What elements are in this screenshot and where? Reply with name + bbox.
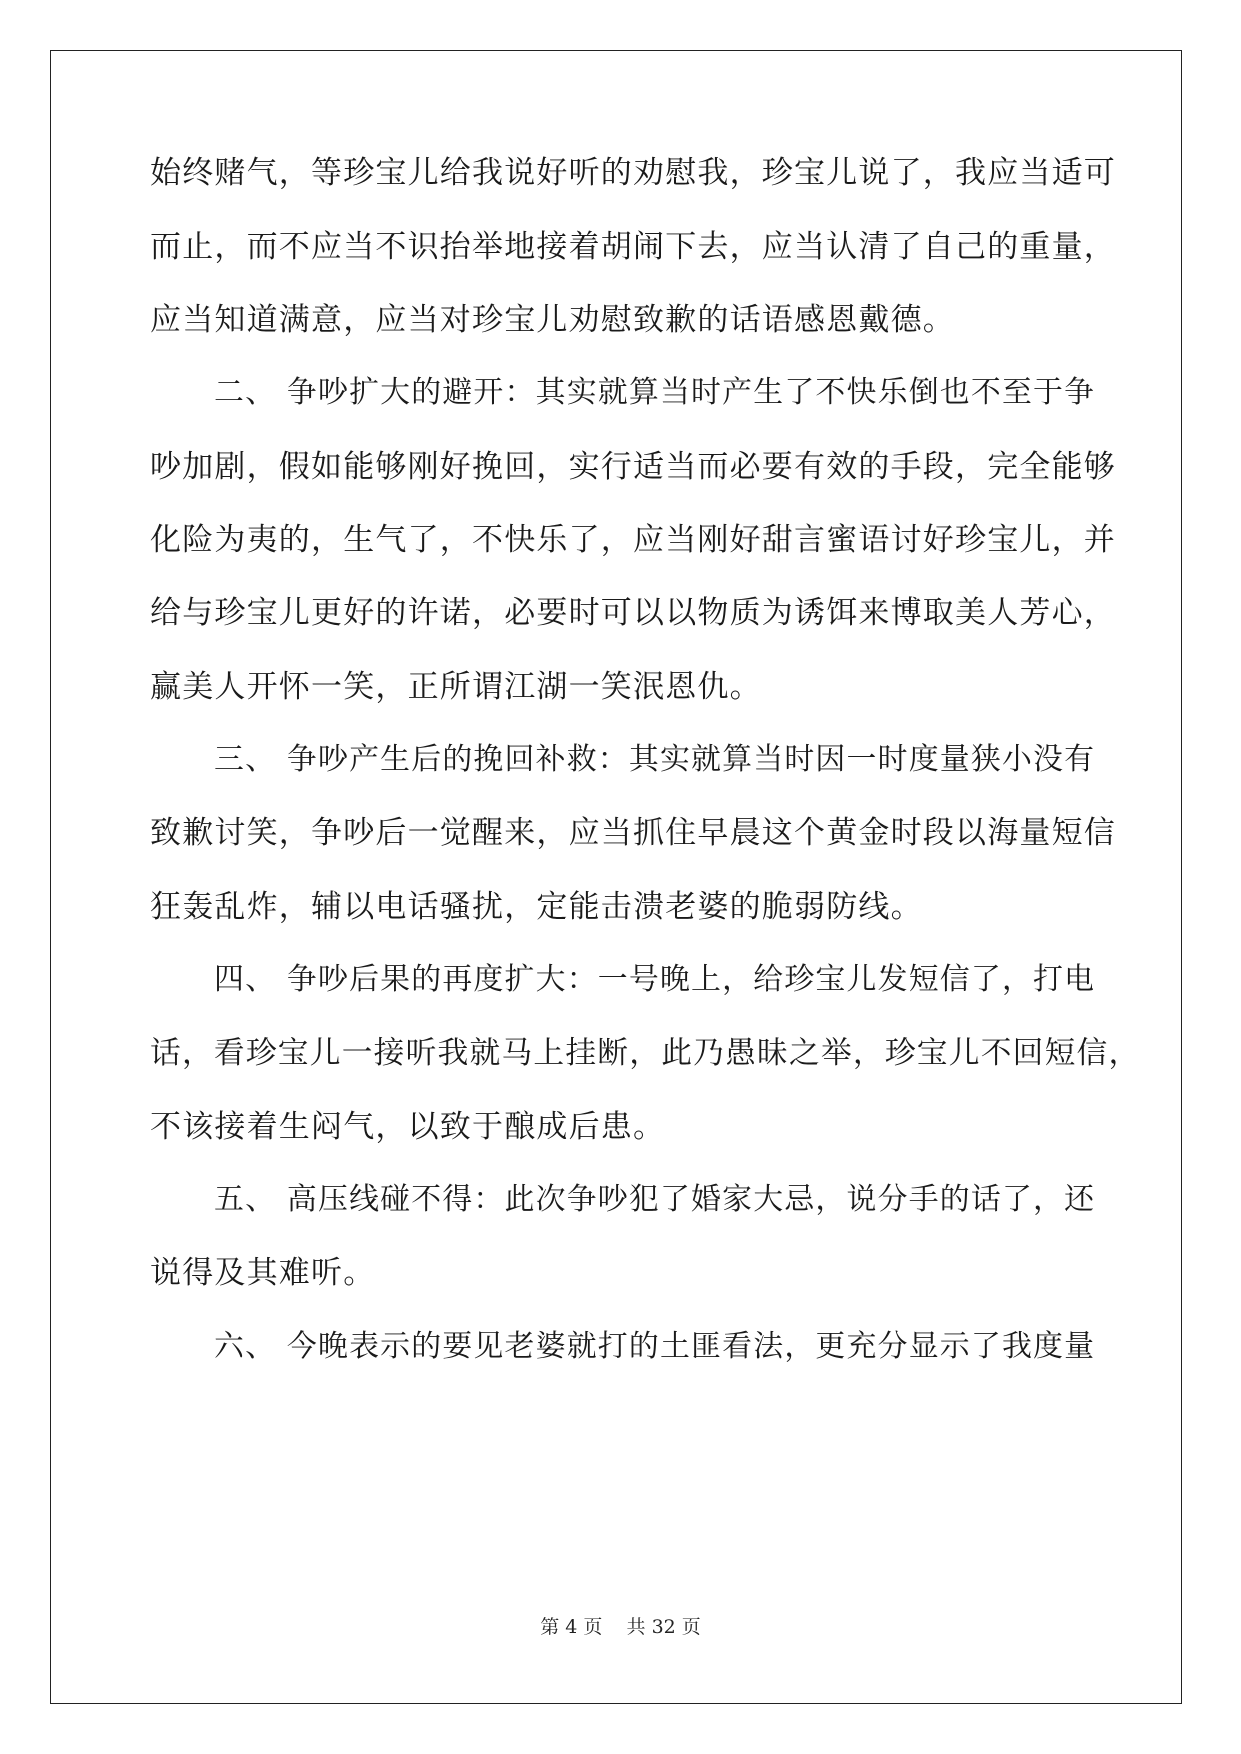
text-line: 吵加剧，假如能够刚好挽回，实行适当而必要有效的手段，完全能够	[150, 449, 1116, 485]
text-line: 始终赌气，等珍宝儿给我说好听的劝慰我，珍宝儿说了，我应当适可	[150, 155, 1116, 191]
total-pages: 共 32 页	[626, 1616, 701, 1638]
text-line: 狂轰乱炸，辅以电话骚扰，定能击溃老婆的脆弱防线。	[150, 889, 923, 925]
text-line: 不该接着生闷气，以致于酿成后患。	[150, 1109, 666, 1145]
text-line: 应当知道满意，应当对珍宝儿劝慰致歉的话语感恩戴德。	[150, 302, 955, 338]
page-border	[50, 50, 1182, 1704]
paragraph-heading-line: 六、 今晚表示的要见老婆就打的土匪看法，更充分显示了我度量	[214, 1329, 1096, 1364]
page-number: 第 4 页	[540, 1616, 603, 1638]
text-line: 给与珍宝儿更好的许诺，必要时可以以物质为诱饵来博取美人芳心，	[150, 595, 1116, 631]
text-line: 致歉讨笑，争吵后一觉醒来，应当抓住早晨这个黄金时段以海量短信	[150, 815, 1116, 851]
paragraph-heading-line: 二、 争吵扩大的避开：其实就算当时产生了不快乐倒也不至于争	[214, 375, 1096, 410]
text-line: 而止，而不应当不识抬举地接着胡闹下去，应当认清了自己的重量，	[150, 229, 1116, 265]
paragraph-heading-line: 五、 高压线碰不得：此次争吵犯了婚家大忌，说分手的话了，还	[214, 1182, 1096, 1217]
text-line: 说得及其难听。	[150, 1255, 376, 1291]
text-line: 赢美人开怀一笑，正所谓江湖一笑泯恩仇。	[150, 669, 762, 705]
text-line: 化险为夷的，生气了，不快乐了，应当刚好甜言蜜语讨好珍宝儿，并	[150, 522, 1116, 558]
text-line: 话，看珍宝儿一接听我就马上挂断，此乃愚昧之举，珍宝儿不回短信，	[150, 1035, 1141, 1071]
page-footer	[0, 1612, 1241, 1639]
paragraph-heading-line: 三、 争吵产生后的挽回补救：其实就算当时因一时度量狭小没有	[214, 742, 1096, 777]
paragraph-heading-line: 四、 争吵后果的再度扩大：一号晚上，给珍宝儿发短信了，打电	[214, 962, 1096, 997]
